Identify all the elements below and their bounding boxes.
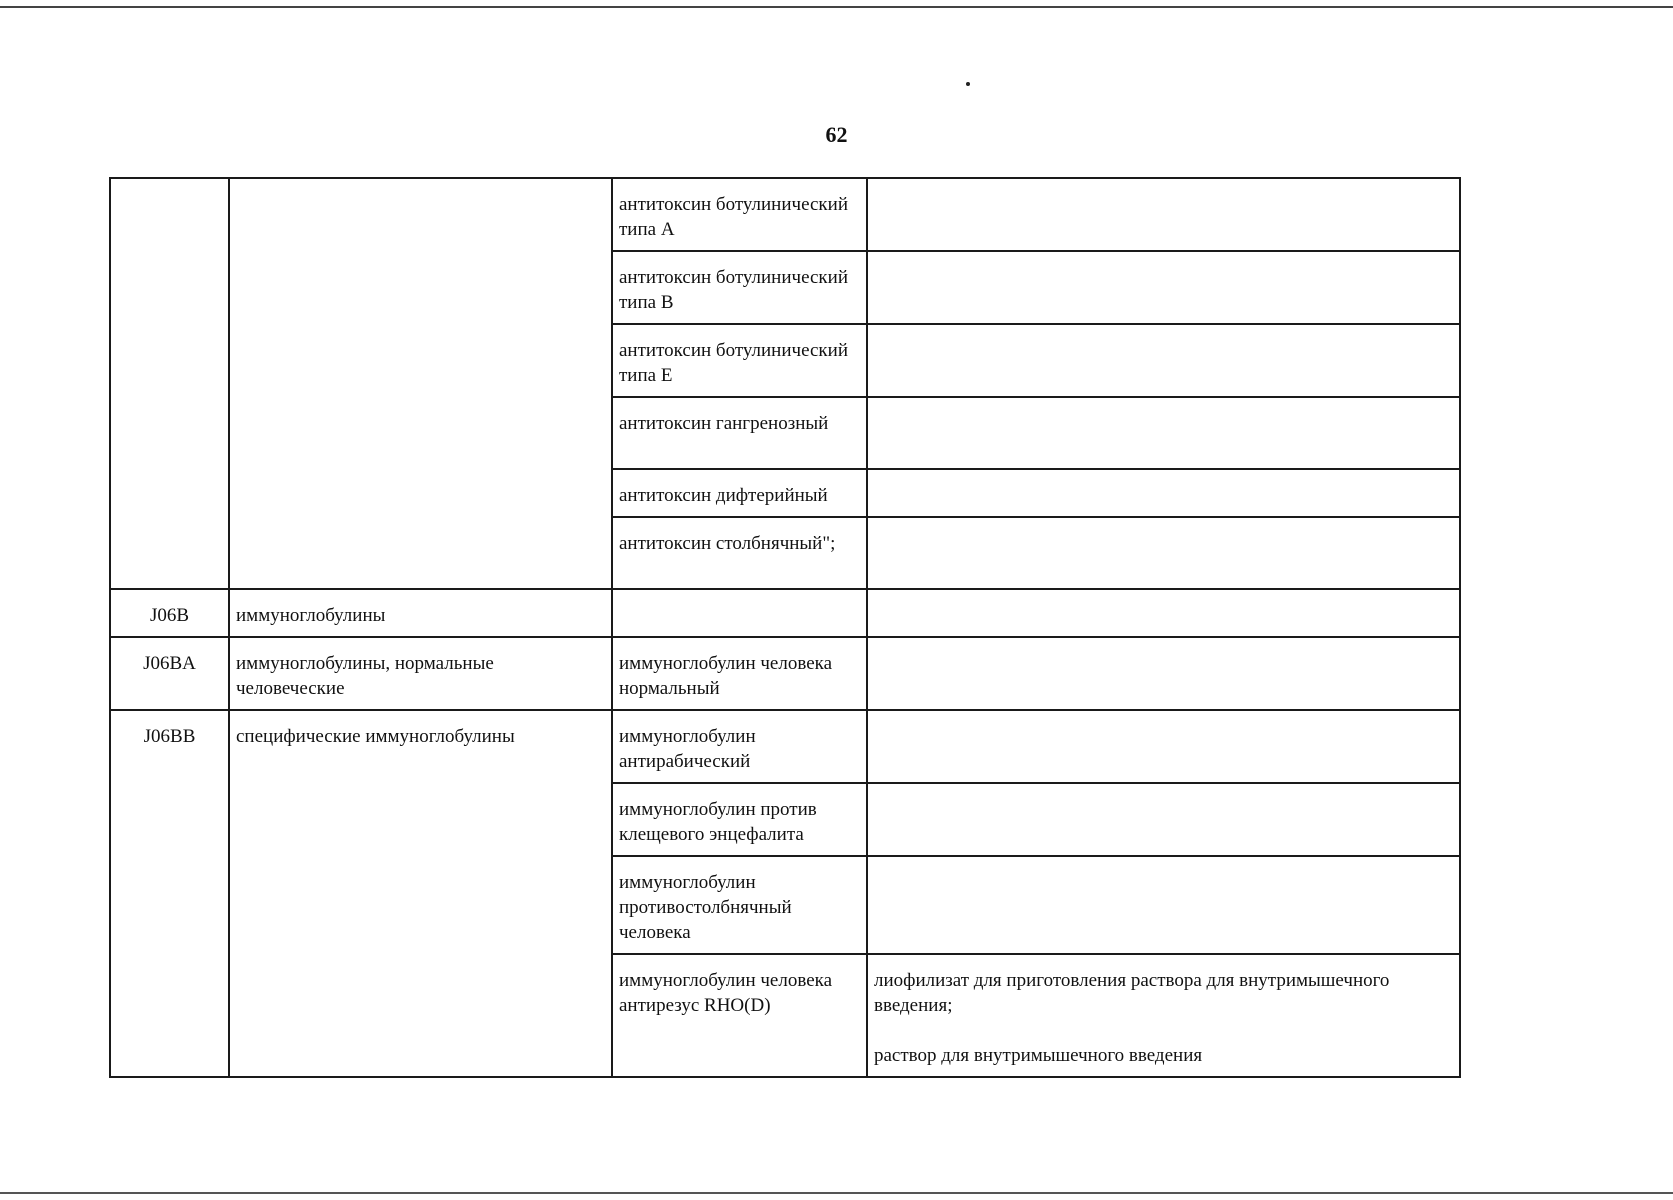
scan-speck (966, 82, 970, 86)
dosage-form-text: раствор для внутримышечного введения (874, 1045, 1203, 1066)
drug-name-cell: антитоксин столбнячный"; (612, 517, 867, 589)
atc-group-cell (229, 178, 612, 589)
table-row (110, 637, 1460, 710)
dosage-form-cell (867, 589, 1460, 637)
dosage-form-cell (867, 856, 1460, 954)
dosage-form-cell (867, 469, 1460, 517)
atc-code-cell (110, 178, 229, 589)
dosage-form-cell (867, 251, 1460, 324)
atc-group-cell: специфические иммуноглобулины (229, 710, 612, 1077)
dosage-form-cell (867, 783, 1460, 856)
dosage-form-cell (867, 637, 1460, 710)
drug-name-cell: иммуноглобулин противостолбнячный человека (612, 856, 867, 954)
table-row (110, 178, 1460, 251)
scan-edge-bottom (0, 1192, 1673, 1194)
drug-name-cell: антитоксин ботулинический типа A (612, 178, 867, 251)
table-row (110, 589, 1460, 637)
dosage-form-cell (867, 178, 1460, 251)
drug-name-cell: иммуноглобулин против клещевого энцефалита (612, 783, 867, 856)
atc-code-cell: J06BB (110, 710, 229, 1077)
drug-name-cell: иммуноглобулин человека антирезус RHO(D) (612, 954, 867, 1077)
dosage-form-cell (867, 324, 1460, 397)
drug-name-cell: антитоксин ботулинический типа B (612, 251, 867, 324)
dosage-form-cell (867, 517, 1460, 589)
atc-group-cell: иммуноглобулины (229, 589, 612, 637)
page-number: 62 (825, 122, 848, 147)
drug-name-cell: антитоксин ботулинический типа E (612, 324, 867, 397)
dosage-form-text: лиофилизат для приготовления раствора для внутримышечного введения; (874, 970, 1390, 1016)
drug-name-cell (612, 589, 867, 637)
scan-edge-top (0, 6, 1673, 8)
drug-name-cell: антитоксин гангренозный (612, 397, 867, 469)
dosage-form-cell (867, 954, 1460, 1077)
atc-group-cell: иммуноглобулины, нормальные человеческие (229, 637, 612, 710)
atc-code-cell: J06B (110, 589, 229, 637)
dosage-form-cell (867, 710, 1460, 783)
atc-code-cell: J06BA (110, 637, 229, 710)
dosage-form-cell (867, 397, 1460, 469)
table-row (110, 710, 1460, 783)
drug-name-cell: антитоксин дифтерийный (612, 469, 867, 517)
drug-table (109, 177, 1461, 1078)
drug-name-cell: иммуноглобулин антирабический (612, 710, 867, 783)
drug-name-cell: иммуноглобулин человека нормальный (612, 637, 867, 710)
